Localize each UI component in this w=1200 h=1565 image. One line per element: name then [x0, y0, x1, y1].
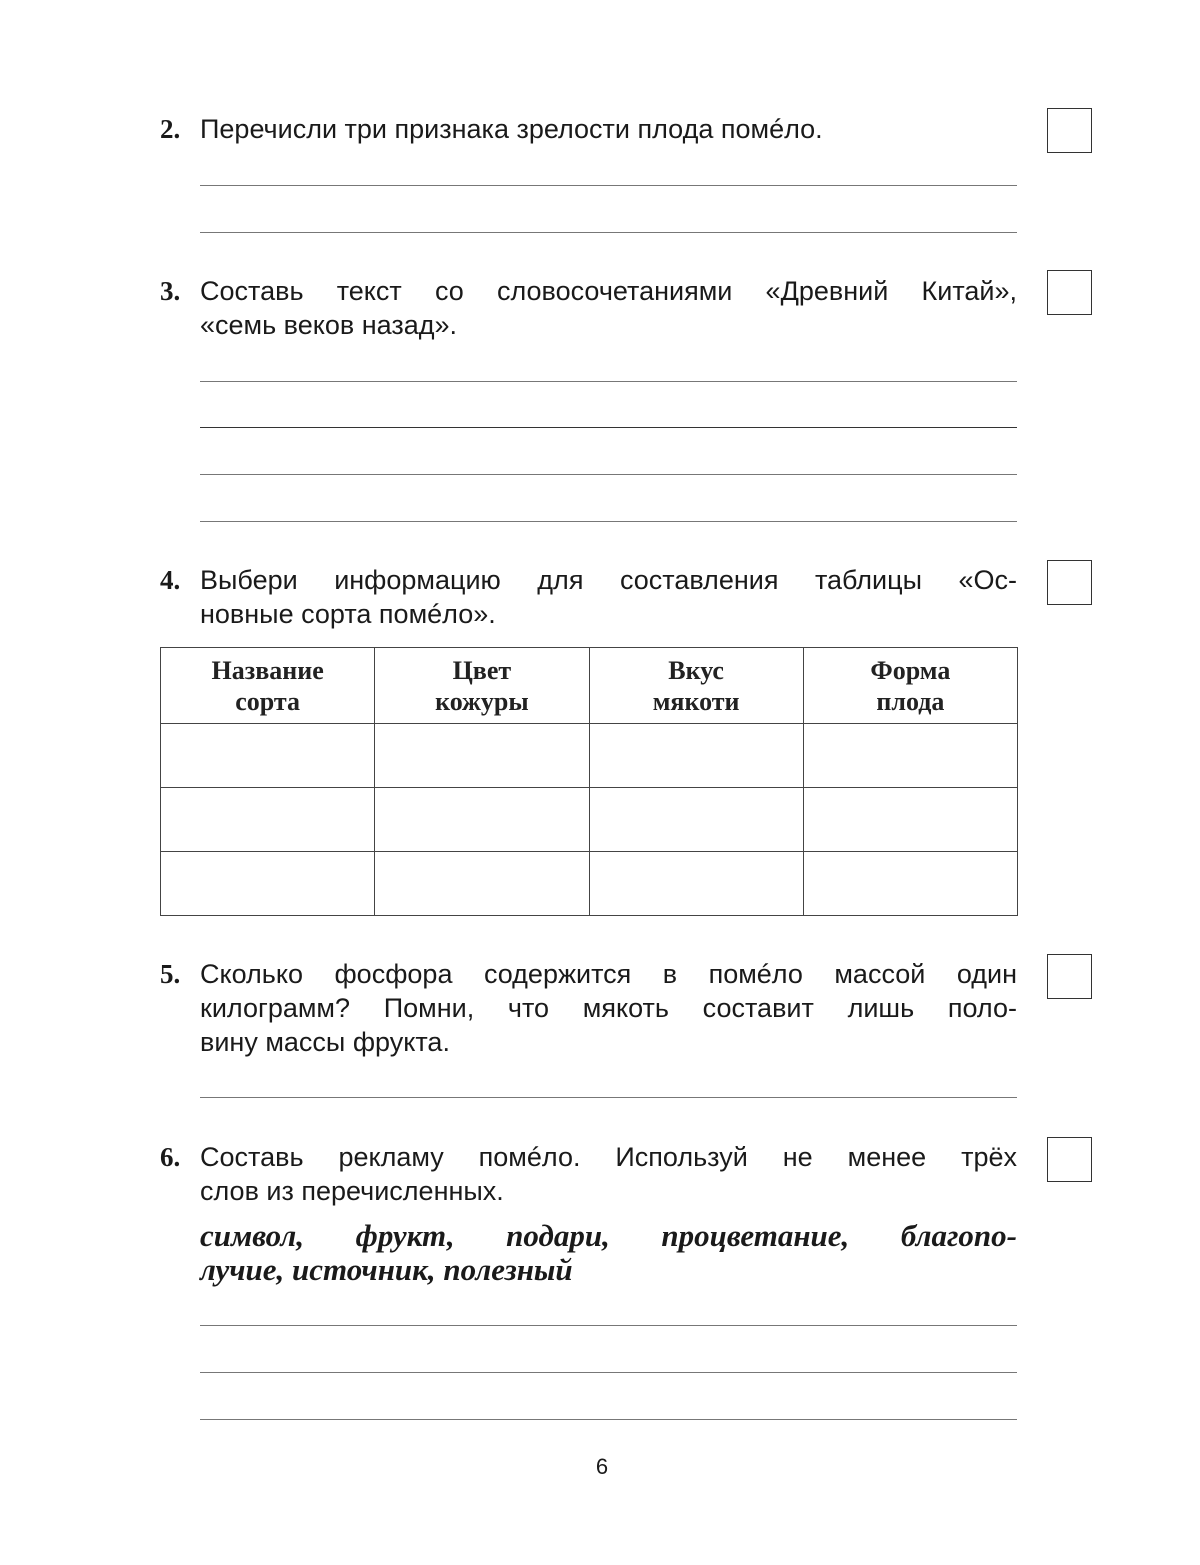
question-number: 2.	[160, 114, 181, 144]
question-6-text: Составь рекламу помéло. Используй не менее трёх	[200, 1142, 1017, 1172]
table-row	[161, 852, 1018, 916]
score-box[interactable]	[1047, 954, 1092, 999]
table-row	[161, 724, 1018, 788]
table-cell[interactable]	[803, 724, 1017, 788]
table-row	[161, 788, 1018, 852]
table-cell[interactable]	[589, 788, 803, 852]
question-number: 3.	[160, 276, 181, 306]
table-cell[interactable]	[589, 852, 803, 916]
header-pulp-taste: Вкус мякоти	[589, 648, 803, 724]
table-cell[interactable]	[803, 852, 1017, 916]
header-fruit-shape: Форма плода	[803, 648, 1017, 724]
answer-line[interactable]	[200, 1097, 1017, 1098]
answer-line[interactable]	[200, 381, 1017, 382]
score-box[interactable]	[1047, 270, 1092, 315]
word-list: лучие, источник, полезный	[200, 1252, 573, 1287]
score-box[interactable]	[1047, 108, 1092, 153]
question-5-text: килограмм? Помни, что мякоть составит лишь поло-	[200, 993, 1017, 1023]
question-4-text: Выбери информацию для составления таблицы «Ос-	[200, 565, 1017, 595]
score-box[interactable]	[1047, 1137, 1092, 1182]
table-cell[interactable]	[589, 724, 803, 788]
answer-line[interactable]	[200, 232, 1017, 233]
varieties-table	[160, 647, 1018, 916]
question-number: 6.	[160, 1142, 181, 1172]
table-cell[interactable]	[161, 724, 375, 788]
table-cell[interactable]	[803, 788, 1017, 852]
question-5-text: вину массы фрукта.	[200, 1027, 450, 1057]
table-cell[interactable]	[161, 852, 375, 916]
table-cell[interactable]	[375, 788, 589, 852]
page-number: 6	[595, 1454, 609, 1479]
header-peel-color: Цвет кожуры	[375, 648, 589, 724]
question-3-text: Составь текст со словосочетаниями «Древний Китай»,	[200, 276, 1017, 306]
answer-line[interactable]	[200, 521, 1017, 522]
table-cell[interactable]	[161, 788, 375, 852]
answer-line[interactable]	[200, 474, 1017, 475]
answer-line[interactable]	[200, 185, 1017, 186]
question-2-text: Перечисли три признака зрелости плода помéло.	[200, 114, 823, 144]
question-4-text: новные сорта помéло».	[200, 599, 496, 629]
header-variety-name: Название сорта	[161, 648, 375, 724]
score-box[interactable]	[1047, 560, 1092, 605]
question-3-text: «семь веков назад».	[200, 310, 457, 340]
table-cell[interactable]	[375, 852, 589, 916]
answer-line[interactable]	[200, 1419, 1017, 1420]
question-number: 4.	[160, 565, 181, 595]
question-5-text: Сколько фосфора содержится в помéло массой один	[200, 959, 1017, 989]
answer-line[interactable]	[200, 427, 1017, 428]
answer-line[interactable]	[200, 1372, 1017, 1373]
word-list: символ, фрукт, подари, процветание, благопо-	[200, 1218, 1017, 1253]
table-cell[interactable]	[375, 724, 589, 788]
answer-line[interactable]	[200, 1325, 1017, 1326]
question-6-text: слов из перечисленных.	[200, 1176, 504, 1206]
question-number: 5.	[160, 959, 181, 989]
